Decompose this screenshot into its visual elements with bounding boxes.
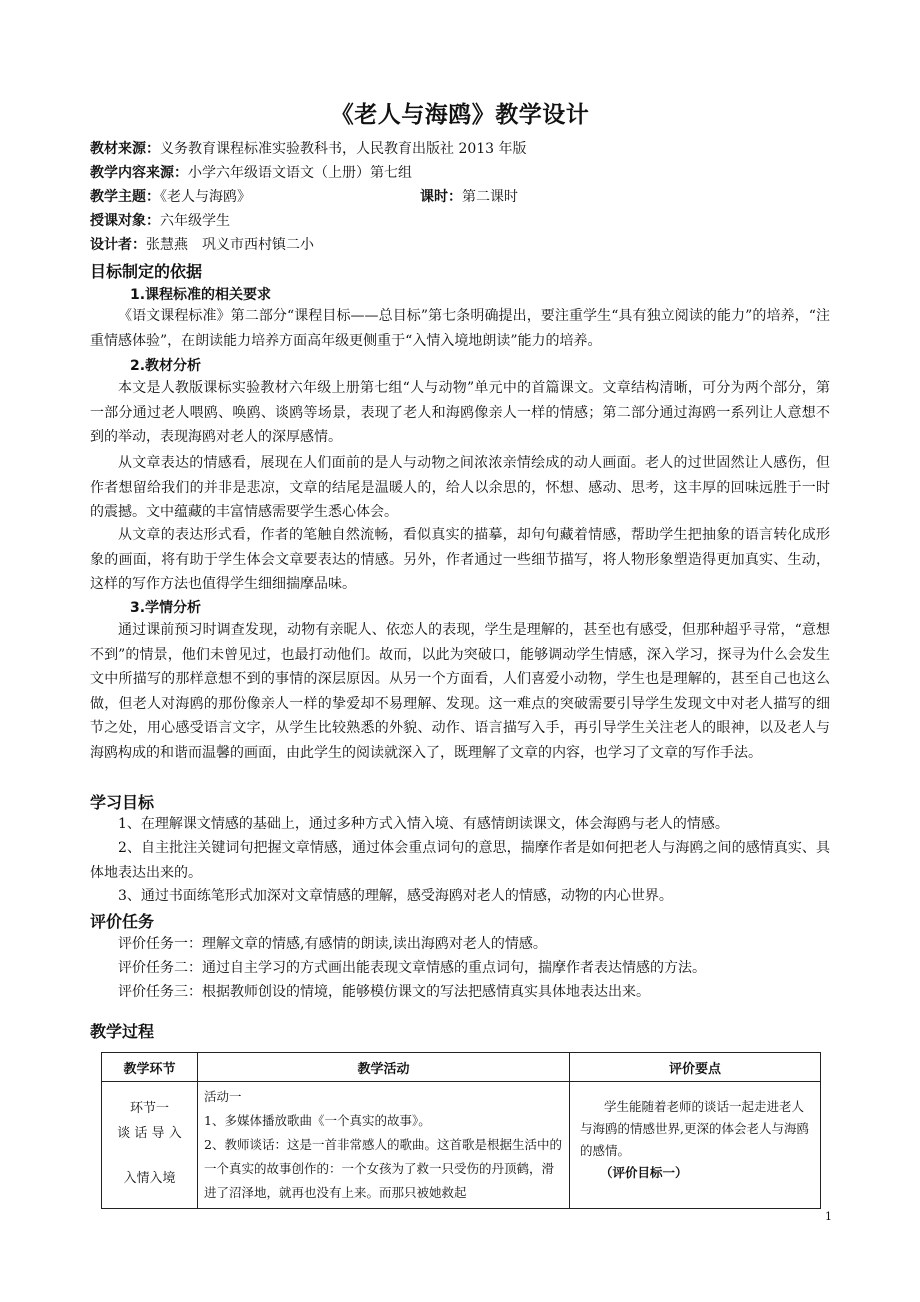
section-heading-tasks: 评价任务: [90, 912, 155, 931]
paragraph-curriculum: 《语文课程标准》第二部分“课程目标——总目标”第七条明确提出，要注重学生“具有独立阅读的能力”的培养，“注重情感体验”，在朗读能力培养方面高年级更侧重于“入情入境地朗读”能力的培养。: [90, 308, 830, 349]
meta-source: [90, 139, 527, 159]
paragraph-learner: 通过课前预习时调查发现，动物有亲昵人、依恋人的表现，学生是理解的，甚至也有感受，但那种超乎寻常，“意想不到”的情景，他们未曾见过，也最打动他们。故而，以此为突破口，能够调动学生情感，深入学习，探寻为什么会发生文中所描写的那样意想不到的事情的深层原因。从另一个方面看，人们喜爱小动物，学生也是理解的，甚至自己也这么做，但老人对海鸥的那份像亲人一样的挚爱却不易理解、发现。这一难点的突破需要引导学生发现文中对老人描写的细节之处，用心感受语言文字，从学生比较熟悉的外貌、动作、语言描写入手，再引导学生关注老人的眼神，以及老人与海鸥构成的和谐而温馨的画面，由此学生的阅读就深入了，既理解了文章的内容，也学习了文章的写作手法。: [90, 622, 830, 761]
meta-content: [90, 163, 412, 183]
subheading-textbook: 2.教材分析: [130, 358, 202, 374]
goal-2: 2、自主批注关键词句把握文章情感，通过体会重点词句的意思，揣摩作者是如何把老人与海鸥之间的感情真实、具体地表达出来的。: [90, 840, 830, 881]
meta-period-label: 课时：: [420, 189, 462, 205]
task-1: 评价任务一：理解文章的情感,有感情的朗读,读出海鸥对老人的情感。: [118, 936, 547, 952]
process-table: [101, 1052, 821, 1209]
meta-designer-value: 张慧燕 巩义市西村镇二小: [146, 237, 314, 253]
document-title: 《老人与海鸥》教学设计: [330, 101, 590, 128]
header-eval: 评价要点: [570, 1053, 821, 1082]
paragraph-textbook-2: 从文章表达的情感看，展现在人们面前的是人与动物之间浓浓亲情绘成的动人画面。老人的过世固然让人感伤，但作者想留给我们的并非是悲凉，文章的结尾是温暖人的，给人以余思的，怀想、感动、思考，这丰厚的回味远胜于一时的震撼。文中蕴藏的丰富情感需要学生悉心体会。: [90, 455, 830, 520]
paragraph-textbook-3: 从文章的表达形式看，作者的笔触自然流畅，看似真实的描摹，却句句藏着情感，帮助学生把抽象的语言转化成形象的画面，将有助于学生体会文章要表达的情感。另外，作者通过一些细节描写，将人物形象塑造得更加真实、生动，这样的写作方法也值得学生细细揣摩品味。: [90, 527, 830, 592]
eval-cell: [570, 1082, 821, 1209]
subheading-learner: 3.学情分析: [130, 600, 202, 616]
meta-period: [420, 187, 518, 207]
table-row: [102, 1082, 821, 1209]
table-header-row: [102, 1053, 821, 1082]
meta-designer-label: 设计者：: [90, 237, 146, 253]
page-number: 1: [825, 1210, 832, 1223]
section-heading-goals: 学习目标: [90, 793, 155, 812]
meta-audience-value: 六年级学生: [160, 213, 230, 229]
meta-content-value: 小学六年级语文语文（上册）第七组: [188, 165, 412, 181]
section-heading-basis: 目标制定的依据: [90, 262, 203, 281]
meta-audience-label: 授课对象：: [90, 213, 160, 229]
activity-cell: [198, 1082, 570, 1209]
eval-text: 学生能随着老师的谈话一起走进老人与海鸥的情感世界,更深的体会老人与海鸥的感情。: [580, 1099, 809, 1158]
header-activity: 教学活动: [198, 1053, 570, 1082]
activity-line-1: 活动一: [204, 1089, 242, 1104]
meta-theme-value: 《老人与海鸥》: [160, 189, 251, 205]
meta-content-label: 教学内容来源：: [90, 165, 188, 181]
meta-theme-label: 教学主题：: [90, 189, 160, 205]
stage-line-3: 入情入境: [123, 1171, 176, 1186]
meta-source-label: 教材来源：: [90, 141, 160, 157]
paragraph-textbook-1: 本文是人教版课标实验教材六年级上册第七组“人与动物”单元中的首篇课文。文章结构清晰，可分为两个部分，第一部分通过老人喂鸥、唤鸥、谈鸥等场景，表现了老人和海鸥像亲人一样的情感；第二部分通过海鸥一系列让人意想不到的举动，表现海鸥对老人的深厚感情。: [90, 380, 830, 445]
meta-source-value: 义务教育课程标准实验教科书，人民教育出版社 2013 年版: [160, 141, 527, 157]
subheading-curriculum: 1.课程标准的相关要求: [130, 287, 272, 303]
meta-period-value: 第二课时: [462, 189, 518, 205]
activity-line-2: 1、多媒体播放歌曲《一个真实的故事》。: [204, 1113, 431, 1128]
meta-theme: [90, 187, 518, 207]
stage-line-1: 环节一: [129, 1101, 169, 1116]
task-3: 评价任务三：根据教师创设的情境，能够模仿课文的写法把感情真实具体地表达出来。: [118, 984, 650, 1000]
meta-designer: [90, 235, 314, 255]
goal-1: 1、在理解课文情感的基础上，通过多种方式入情入境、有感情朗读课文，体会海鸥与老人的情感。: [118, 816, 729, 832]
stage-cell: [102, 1082, 198, 1209]
goal-3: 3、通过书面练笔形式加深对文章情感的理解，感受海鸥对老人的情感，动物的内心世界。: [118, 888, 673, 904]
meta-audience: [90, 211, 230, 231]
activity-line-3: 2、教师谈话：这是一首非常感人的歌曲。这首歌是根据生活中的一个真实的故事创作的：一个女孩为了救一只受伤的丹顶鹤，滑进了沼泽地，就再也没有上来。而那只被她救起: [204, 1137, 562, 1200]
header-stage: 教学环节: [102, 1053, 198, 1082]
section-heading-process: 教学过程: [90, 1022, 155, 1041]
stage-line-2: 谈 话 导 入: [117, 1126, 182, 1141]
eval-tag: （评价目标一）: [600, 1165, 688, 1180]
task-2: 评价任务二：通过自主学习的方式画出能表现文章情感的重点词句，揣摩作者表达情感的方法。: [118, 960, 706, 976]
